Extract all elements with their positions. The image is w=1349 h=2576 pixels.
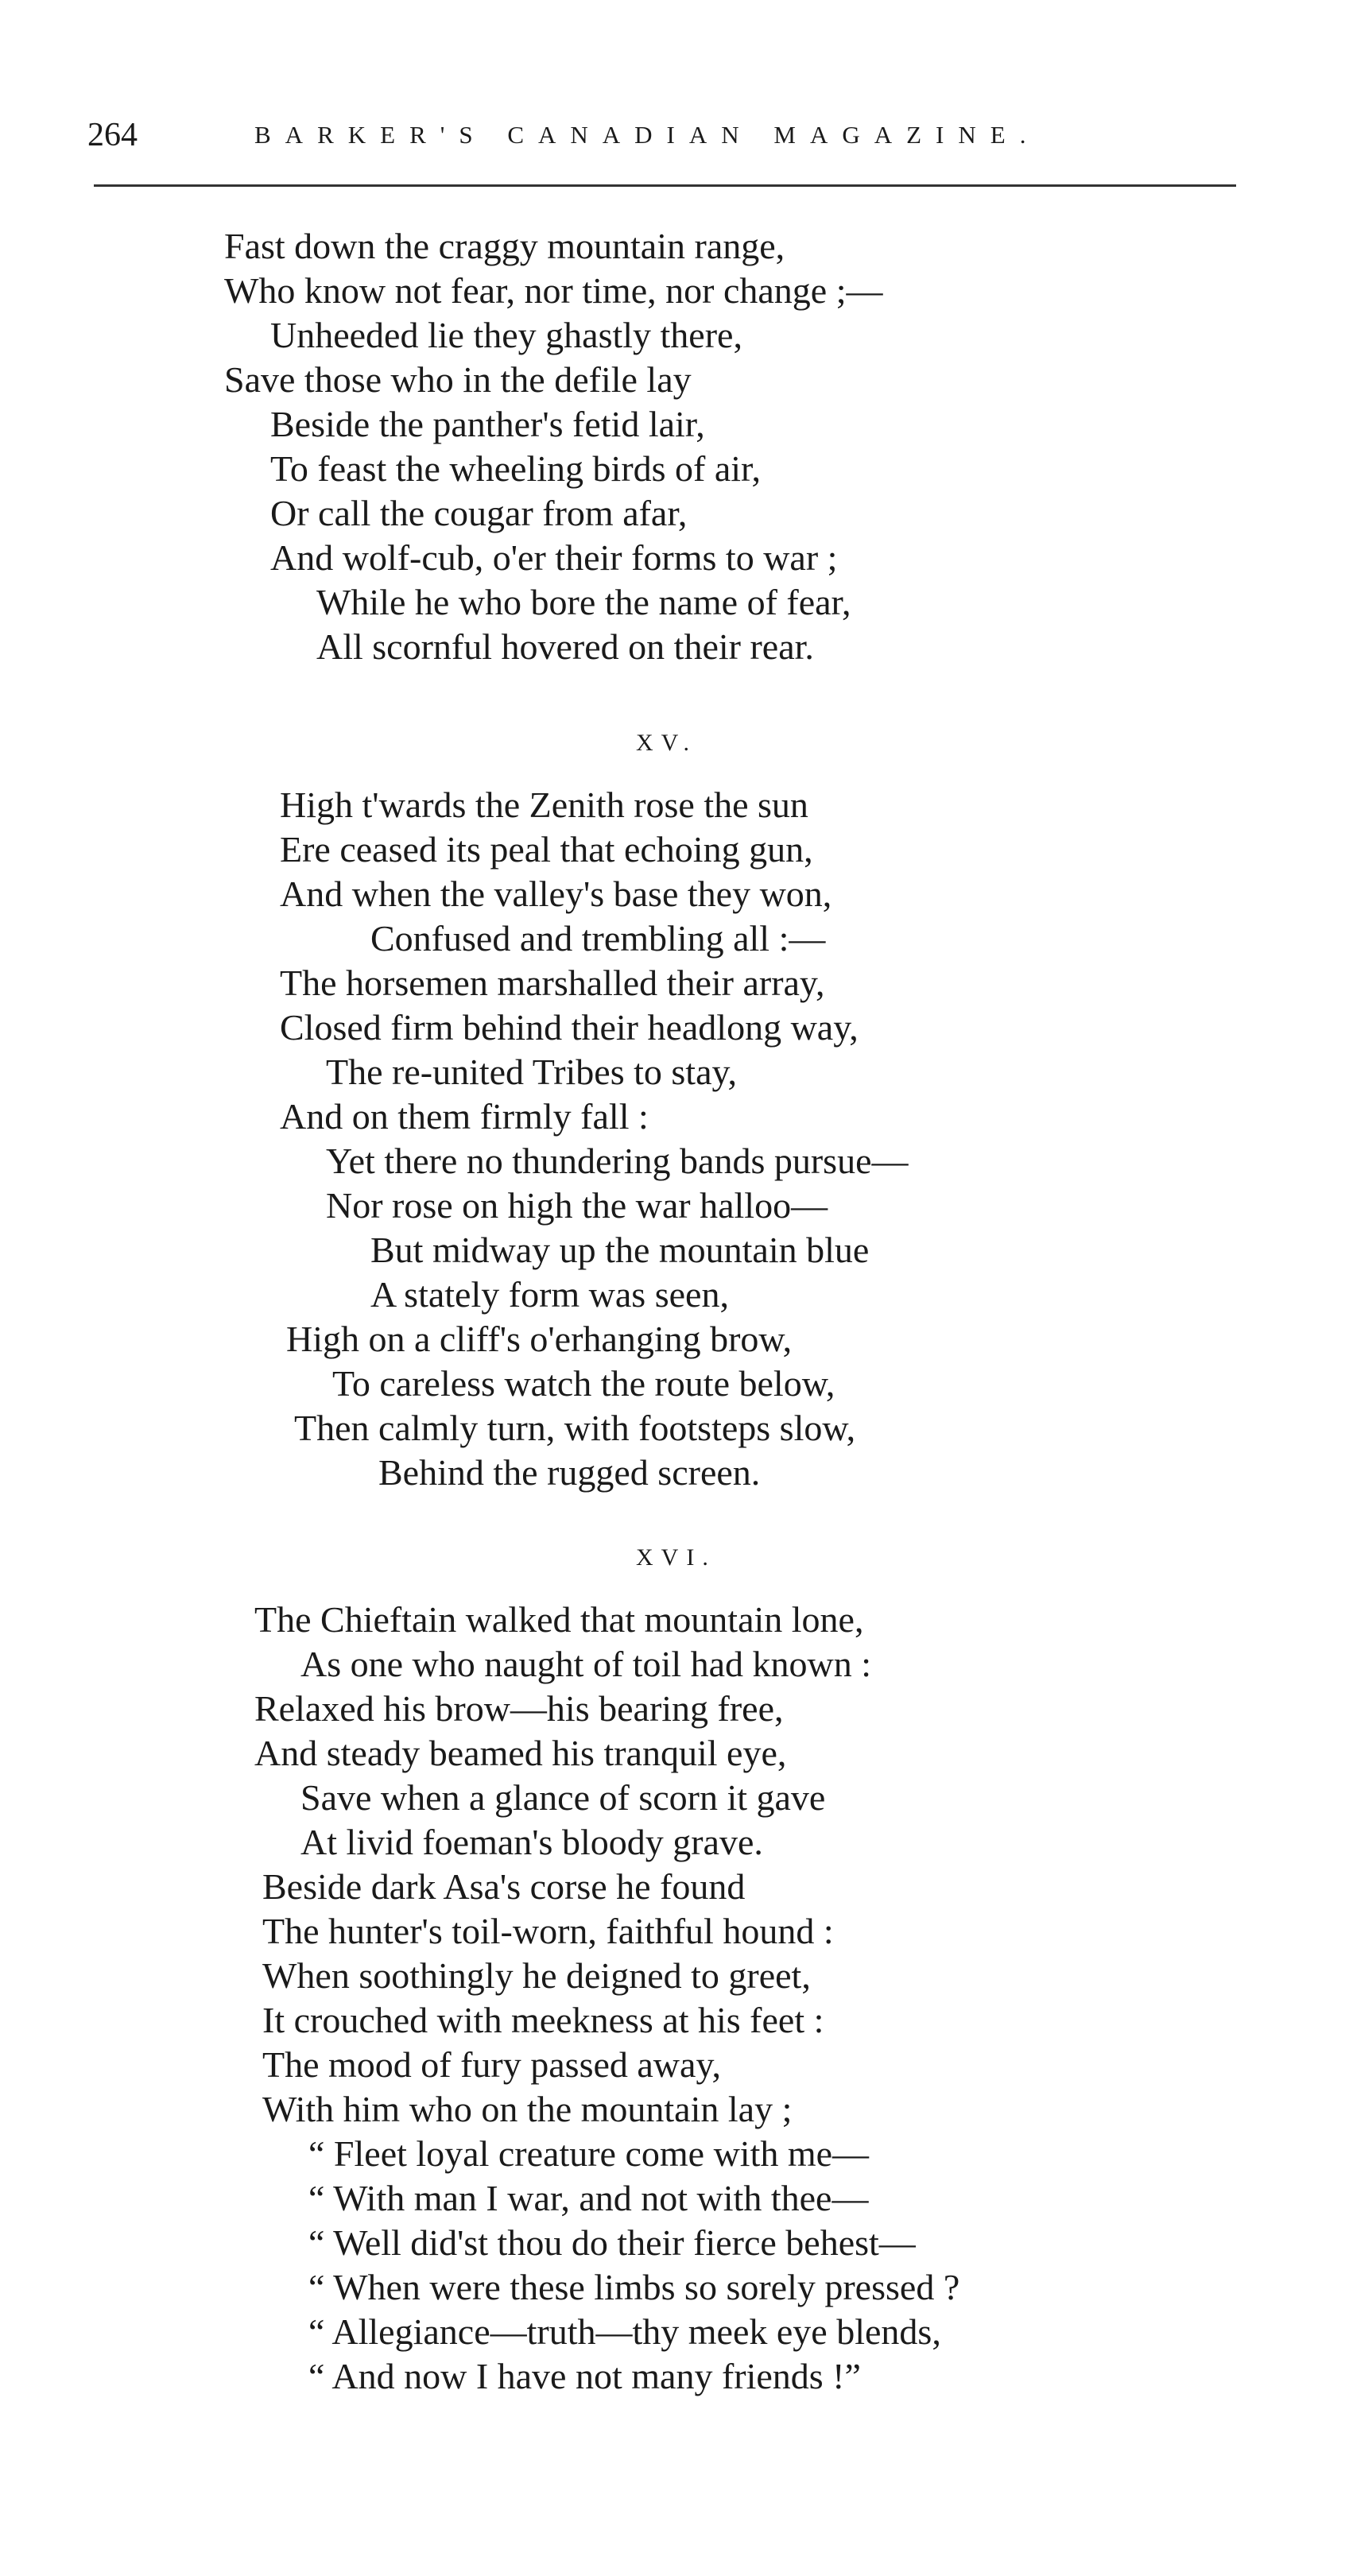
poem-line: Fast down the craggy mountain range,: [224, 226, 785, 266]
poem-line: The mood of fury passed away,: [262, 2044, 721, 2085]
poem-line: “ With man I war, and not with thee—: [308, 2178, 869, 2218]
section-numeral-xv: XV.: [636, 730, 697, 756]
poem-line: The hunter's toil-worn, faithful hound :: [262, 1911, 834, 1951]
poem-line: High on a cliff's o'erhanging brow,: [286, 1319, 793, 1359]
poem-line: And steady beamed his tranquil eye,: [254, 1733, 787, 1773]
poem-line: To feast the wheeling birds of air,: [270, 448, 762, 489]
poem-line: To careless watch the route below,: [332, 1363, 835, 1404]
poem-line: Unheeded lie they ghastly there,: [270, 315, 742, 355]
page-number: 264: [87, 117, 138, 153]
poem-line: The horsemen marshalled their array,: [280, 963, 825, 1003]
section-numeral-xvi: XVI.: [636, 1544, 716, 1571]
poem-line: Who know not fear, nor time, nor change ;—: [224, 270, 883, 311]
poem-line: Behind the rugged screen.: [378, 1452, 761, 1493]
page-header: [87, 111, 1232, 159]
poem-line: And wolf-cub, o'er their forms to war ;: [270, 537, 838, 578]
poem-line: And on them firmly fall :: [280, 1096, 649, 1137]
poem-line: Nor rose on high the war halloo—: [326, 1185, 828, 1226]
poem-line: Ere ceased its peal that echoing gun,: [280, 829, 813, 870]
poem-line: Save those who in the defile lay: [224, 359, 692, 400]
poem-line: “ Allegiance—truth—thy meek eye blends,: [308, 2311, 941, 2352]
poem-line: All scornful hovered on their rear.: [316, 626, 814, 667]
poem-line: As one who naught of toil had known :: [300, 1644, 872, 1684]
poem-line: And when the valley's base they won,: [280, 874, 832, 914]
poem-line: “ When were these limbs so sorely pressed ?: [308, 2267, 960, 2307]
poem-line: While he who bore the name of fear,: [316, 582, 851, 622]
header-rule: [94, 184, 1236, 187]
poem-line: Beside dark Asa's corse he found: [262, 1866, 746, 1907]
poem-line: “ Well did'st thou do their fierce behest—: [308, 2222, 916, 2263]
poem-line: But midway up the mountain blue: [370, 1230, 870, 1270]
poem-line: The re-united Tribes to stay,: [326, 1052, 738, 1092]
poem-line: High t'wards the Zenith rose the sun: [280, 784, 808, 825]
poem-line: It crouched with meekness at his feet :: [262, 2000, 824, 2040]
poem-line: At livid foeman's bloody grave.: [300, 1822, 763, 1862]
poem-line: Relaxed his brow—his bearing free,: [254, 1688, 784, 1729]
poem-line: Save when a glance of scorn it gave: [300, 1777, 826, 1818]
poem-line: Beside the panther's fetid lair,: [270, 404, 705, 444]
poem-line: A stately form was seen,: [370, 1274, 729, 1315]
poem-line: Confused and trembling all :—: [370, 918, 826, 959]
poem-line: The Chieftain walked that mountain lone,: [254, 1599, 864, 1640]
running-title: BARKER'S CANADIAN MAGAZINE.: [254, 121, 1041, 149]
poem-line: Yet there no thundering bands pursue—: [326, 1141, 909, 1181]
poem-line: “ Fleet loyal creature come with me—: [308, 2133, 870, 2174]
poem-line: Then calmly turn, with footsteps slow,: [294, 1408, 856, 1448]
poem-line: Or call the cougar from afar,: [270, 493, 688, 533]
poem-line: With him who on the mountain lay ;: [262, 2089, 793, 2129]
poem-line: When soothingly he deigned to greet,: [262, 1955, 811, 1996]
poem-line: “ And now I have not many friends !”: [308, 2356, 861, 2396]
poem-line: Closed firm behind their headlong way,: [280, 1007, 859, 1048]
